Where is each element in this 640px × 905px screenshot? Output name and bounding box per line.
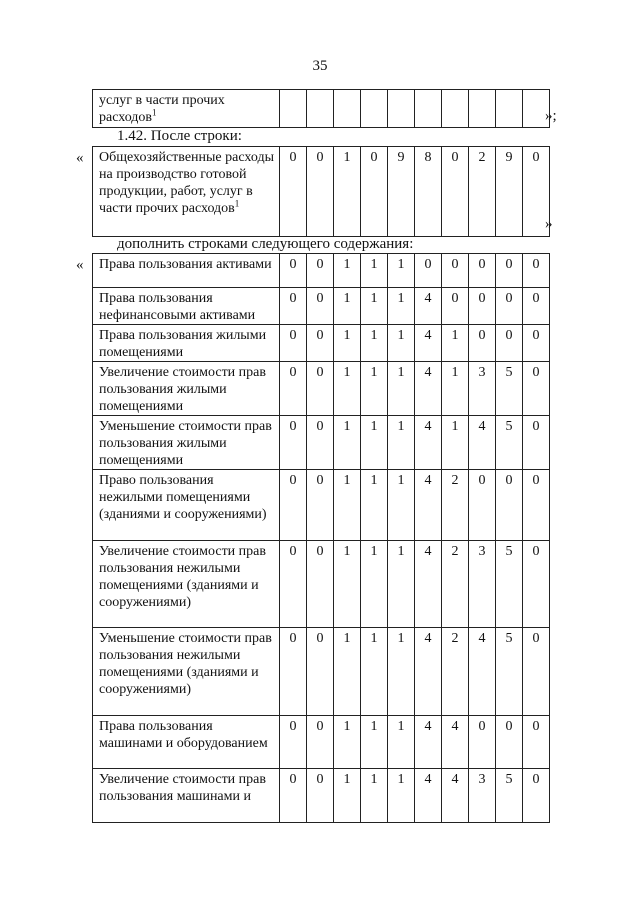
code-digit: 1	[388, 470, 415, 541]
code-digit: 0	[280, 147, 307, 237]
code-digit: 9	[388, 147, 415, 237]
code-digit: 1	[361, 470, 388, 541]
code-digit: 1	[361, 288, 388, 325]
table-new	[92, 253, 550, 823]
page-number: 35	[312, 58, 328, 74]
code-digit: 5	[496, 769, 523, 823]
table-row	[93, 416, 550, 470]
code-digit: 0	[280, 470, 307, 541]
code-digit: 0	[307, 416, 334, 470]
row-name: Увеличение стоимости прав пользования жилыми помещениями	[93, 362, 280, 416]
code-digit: 0	[496, 716, 523, 769]
code-digit: 0	[469, 288, 496, 325]
code-digit: 0	[442, 254, 469, 288]
code-digit: 1	[334, 541, 361, 628]
code-digit: 4	[415, 288, 442, 325]
code-digit: 1	[442, 362, 469, 416]
code-digit: 4	[415, 470, 442, 541]
code-digit: 1	[334, 325, 361, 362]
code-digit: 0	[523, 716, 550, 769]
code-digit: 0	[280, 288, 307, 325]
table-after	[92, 146, 550, 237]
code-digit: 1	[442, 416, 469, 470]
code-digit: 2	[469, 147, 496, 237]
footnote-ref: 1	[234, 198, 240, 209]
table-row	[93, 362, 550, 416]
code-digit: 0	[523, 147, 550, 237]
code-digit: 0	[523, 325, 550, 362]
table-row	[93, 254, 550, 288]
code-digit: 0	[280, 769, 307, 823]
code-digit	[307, 90, 334, 128]
code-digit: 0	[415, 254, 442, 288]
code-digit: 5	[496, 628, 523, 716]
code-digit: 5	[496, 362, 523, 416]
table-row	[93, 769, 550, 823]
code-digit: 4	[415, 325, 442, 362]
code-digit: 0	[469, 470, 496, 541]
open-quote-new: «	[76, 257, 84, 273]
code-digit: 0	[307, 541, 334, 628]
code-digit: 0	[280, 254, 307, 288]
closing-quote-prev: »;	[545, 108, 557, 124]
add-rows-text: дополнить строками следующего содержания:	[117, 236, 414, 252]
row-name: Права пользования машинами и оборудованием	[93, 716, 280, 769]
code-digit: 0	[496, 288, 523, 325]
code-digit: 1	[361, 325, 388, 362]
code-digit: 0	[442, 147, 469, 237]
code-digit: 0	[469, 716, 496, 769]
code-digit: 1	[388, 288, 415, 325]
row-name: Общехозяйственные расходы на производство готовой продукции, работ, услуг в части прочих расходов$^1$	[93, 147, 280, 237]
code-digit: 0	[496, 325, 523, 362]
code-digit: 0	[496, 470, 523, 541]
code-digit: 1	[334, 288, 361, 325]
code-digit: 0	[280, 541, 307, 628]
code-digit: 4	[442, 716, 469, 769]
code-digit: 1	[388, 362, 415, 416]
code-digit: 4	[415, 416, 442, 470]
code-digit: 0	[280, 416, 307, 470]
table-row	[93, 541, 550, 628]
code-digit: 0	[523, 769, 550, 823]
code-digit: 4	[469, 416, 496, 470]
code-digit: 0	[496, 254, 523, 288]
row-name: Право пользования нежилыми помещениями (зданиями и сооружениями)	[93, 470, 280, 541]
code-digit: 2	[442, 541, 469, 628]
code-digit: 0	[280, 362, 307, 416]
row-name: Увеличение стоимости прав пользования нежилыми помещениями (зданиями и сооружениями)	[93, 541, 280, 628]
code-digit: 0	[307, 628, 334, 716]
close-quote-after: »	[545, 216, 553, 232]
code-digit: 0	[307, 147, 334, 237]
open-quote-after: «	[76, 150, 84, 166]
code-digit: 2	[442, 470, 469, 541]
code-digit: 1	[334, 716, 361, 769]
code-digit: 1	[334, 470, 361, 541]
code-digit: 1	[388, 254, 415, 288]
code-digit: 4	[415, 362, 442, 416]
code-digit: 9	[496, 147, 523, 237]
code-digit: 1	[334, 147, 361, 237]
table-prev	[92, 89, 550, 128]
code-digit: 3	[469, 769, 496, 823]
table-row	[93, 628, 550, 716]
code-digit	[415, 90, 442, 128]
code-digit: 0	[523, 362, 550, 416]
table-row	[93, 90, 550, 128]
code-digit: 0	[361, 147, 388, 237]
code-digit: 4	[415, 541, 442, 628]
code-digit: 0	[280, 325, 307, 362]
table-row	[93, 147, 550, 237]
row-name: Уменьшение стоимости прав пользования нежилыми помещениями (зданиями и сооружениями)	[93, 628, 280, 716]
code-digit: 3	[469, 362, 496, 416]
row-name: Права пользования нефинансовыми активами	[93, 288, 280, 325]
code-digit: 0	[523, 288, 550, 325]
row-name: Права пользования активами	[93, 254, 280, 288]
code-digit: 1	[388, 716, 415, 769]
code-digit	[280, 90, 307, 128]
code-digit: 4	[415, 716, 442, 769]
code-digit: 8	[415, 147, 442, 237]
code-digit: 0	[523, 628, 550, 716]
code-digit: 0	[442, 288, 469, 325]
code-digit: 1	[442, 325, 469, 362]
code-digit: 0	[523, 541, 550, 628]
code-digit: 0	[523, 470, 550, 541]
code-digit: 1	[388, 628, 415, 716]
code-digit: 3	[469, 541, 496, 628]
code-digit: 1	[388, 416, 415, 470]
row-name: услуг в части прочих расходов$^1$	[93, 90, 280, 128]
code-digit	[496, 90, 523, 128]
code-digit: 4	[469, 628, 496, 716]
code-digit: 0	[307, 470, 334, 541]
code-digit: 0	[307, 288, 334, 325]
code-digit: 0	[280, 628, 307, 716]
row-name: Уменьшение стоимости прав пользования жилыми помещениями	[93, 416, 280, 470]
code-digit: 4	[415, 769, 442, 823]
code-digit	[442, 90, 469, 128]
code-digit: 0	[469, 254, 496, 288]
code-digit: 1	[388, 769, 415, 823]
code-digit	[361, 90, 388, 128]
code-digit: 4	[415, 628, 442, 716]
code-digit: 1	[361, 362, 388, 416]
code-digit: 4	[442, 769, 469, 823]
code-digit: 0	[307, 254, 334, 288]
code-digit: 1	[334, 769, 361, 823]
code-digit: 0	[280, 716, 307, 769]
code-digit: 1	[361, 716, 388, 769]
code-digit: 1	[361, 769, 388, 823]
code-digit: 0	[469, 325, 496, 362]
code-digit: 0	[523, 416, 550, 470]
code-digit: 1	[334, 254, 361, 288]
code-digit: 2	[442, 628, 469, 716]
code-digit: 1	[361, 628, 388, 716]
row-name: Увеличение стоимости прав пользования машинами и	[93, 769, 280, 823]
table-row	[93, 325, 550, 362]
code-digit: 1	[334, 628, 361, 716]
code-digit	[469, 90, 496, 128]
paragraph-1-42: 1.42. После строки:	[117, 128, 242, 144]
row-name: Права пользования жилыми помещениями	[93, 325, 280, 362]
code-digit: 1	[388, 325, 415, 362]
code-digit	[388, 90, 415, 128]
code-digit: 1	[334, 416, 361, 470]
table-row	[93, 470, 550, 541]
code-digit: 0	[307, 325, 334, 362]
code-digit: 0	[307, 769, 334, 823]
code-digit: 1	[361, 416, 388, 470]
table-row	[93, 288, 550, 325]
code-digit: 0	[307, 716, 334, 769]
code-digit: 1	[361, 541, 388, 628]
code-digit: 1	[334, 362, 361, 416]
code-digit: 1	[361, 254, 388, 288]
code-digit: 0	[307, 362, 334, 416]
table-row	[93, 716, 550, 769]
code-digit	[334, 90, 361, 128]
code-digit: 1	[388, 541, 415, 628]
code-digit: 5	[496, 416, 523, 470]
code-digit: 0	[523, 254, 550, 288]
footnote-ref: 1	[152, 107, 157, 118]
code-digit: 5	[496, 541, 523, 628]
